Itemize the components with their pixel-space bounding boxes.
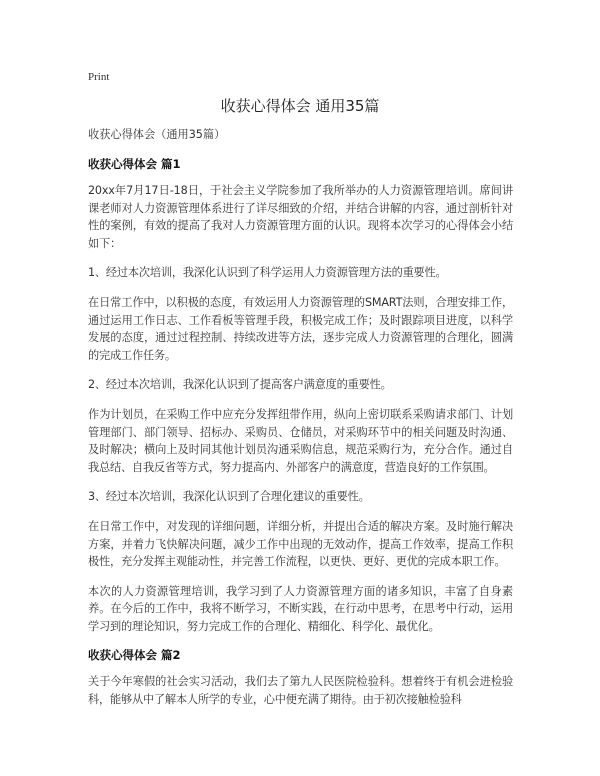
paragraph: 2、经过本次培训，我深化认识到了提高客户满意度的重要性。 (88, 378, 392, 392)
paragraph: 20xx年7月17日-18日，于社会主义学院参加了我所举办的人力资源管理培训。席间讲课老师对人力资源管理体系进行了详尽细致的介绍，并结合讲解的内容，通过剖析针对性的案例，有效的提高了我对人力资源管理方面的认识。现将本次学习的心得体会小结如下： (88, 184, 513, 250)
section-1 (88, 156, 513, 635)
paragraph: 3、经过本次培训，我深化认识到了合理化建议的重要性。 (88, 490, 370, 504)
section-heading: 收获心得体会 篇1 (88, 157, 181, 171)
section-2 (88, 647, 513, 708)
paragraph: 1、经过本次培训，我深化认识到了科学运用人力资源管理方法的重要性。 (88, 266, 447, 280)
paragraph: 在日常工作中，对发现的详细问题，详细分析，并提出合适的解决方案。及时施行解决方案，并着力飞快解决问题，减少工作中出现的无效动作，提高工作效率，提高工作积极性，充分发挥主观能动性，并完善工作流程，以更快、更好、更优的完成本职工作。 (88, 519, 513, 569)
document-subtitle: 收获心得体会（通用35篇） (88, 128, 226, 141)
paragraph: 本次的人力资源管理培训，我学习到了人力资源管理方面的诸多知识，丰富了自身素养。在今后的工作中，我将不断学习，不断实践，在行动中思考，在思考中行动，运用学习到的理论知识，努力完成工作的合理化、精细化、科学化、最优化。 (88, 584, 513, 633)
paragraph: 作为计划员，在采购工作中应充分发挥纽带作用，纵向上密切联系采购请求部门、计划管理部门、部门领导、招标办、采购员、仓储员，对采购环节中的相关问题及时沟通、及时解决；横向上及时同其他计划员沟通采购信息，规范采购行为，充分合作。通过自我总结、自我反省等方式，努力提高内、外部客户的满意度，营造良好的工作氛围。 (88, 407, 513, 474)
print-link[interactable]: Print (88, 71, 110, 83)
paragraph: 在日常工作中，以积极的态度，有效运用人力资源管理的SMART法则，合理安排工作，通过运用工作日志、工作看板等管理手段，积极完成工作；及时跟踪项目进度，以科学发展的态度，通过过程控制、持续改进等方法，逐步完成人力资源管理的合理化，圆满的完成工作任务。 (88, 295, 513, 362)
paragraph: 关于今年寒假的社会实习活动，我们去了第九人民医院检验科。想着终于有机会进检验科，能够从中了解本人所学的专业，心中便充满了期待。由于初次接触检验科 (88, 675, 513, 707)
document-body (88, 127, 513, 721)
document-title: 收获心得体会 通用35篇 (220, 97, 380, 115)
section-heading: 收获心得体会 篇2 (88, 648, 181, 663)
